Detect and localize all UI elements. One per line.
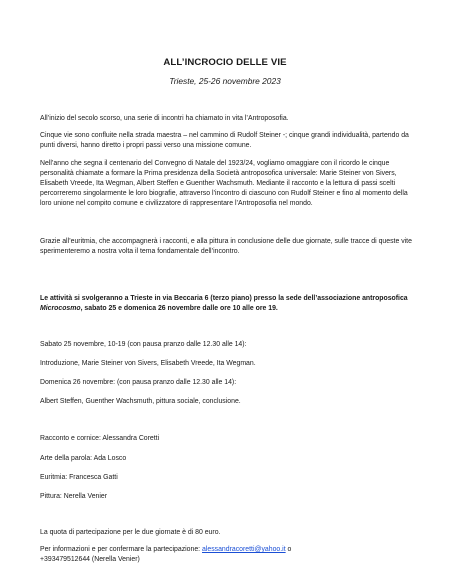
schedule-sunday-program: Albert Steffen, Guenther Wachsmuth, pittura sociale, conclusione. (40, 398, 241, 405)
venue-text-after: , sabato 25 e domenica 26 novembre dalle ore 10 alle ore 19. (80, 305, 278, 312)
contact-email-link[interactable]: alessandracoretti@yahoo.it (202, 546, 286, 553)
schedule-saturday: Sabato 25 novembre, 10-19 (con pausa pranzo dalle 12.30 alle 14): (40, 341, 247, 348)
contact-prefix: Per informazioni e per confermare la partecipazione: (40, 546, 203, 553)
venue-text-before: Le attività si svolgeranno a Trieste in via Beccaria 6 (terzo piano) presso la sede dell’associazione antroposofica (40, 295, 408, 302)
credit-racconto: Racconto e cornice: Alessandra Coretti (40, 435, 160, 442)
credit-pittura: Pittura: Nerella Venier (40, 493, 108, 500)
venue-paragraph (40, 294, 412, 314)
schedule-saturday-program: Introduzione, Marie Steiner von Sivers, Elisabeth Vreede, Ita Wegman. (40, 360, 256, 367)
contact-phone: +393479512644 (Nerella Venier) (40, 556, 140, 563)
participation-fee: La quota di partecipazione per le due giornate è di 80 euro. (40, 529, 221, 536)
venue-association-name: Microcosmo (40, 305, 81, 312)
schedule-sunday: Domenica 26 novembre: (con pausa pranzo dalle 12.30 alle 14): (40, 379, 237, 386)
event-date-subtitle: Trieste, 25-26 novembre 2023 (169, 76, 281, 86)
intro-paragraph-4: Grazie all’euritmia, che accompagnerà i racconti, e alla pittura in conclusione delle due giornate, sulle tracce di queste vite sperimenteremo a nostra volta il tema fondamentale dell’incontro. (40, 238, 412, 255)
credit-arte-della-parola: Arte della parola: Ada Losco (40, 455, 127, 462)
credit-euritmia: Euritmia: Francesca Gatti (40, 474, 118, 481)
contact-or: o (285, 546, 292, 553)
intro-paragraph-3: Nell’anno che segna il centenario del Convegno di Natale del 1923/24, vogliamo omaggiare con il ricordo le cinque personalità chiamate a formare la Prima presidenza della Società antroposofica universale: Marie Steiner von Sivers, Elisabeth Vreede, Ita Wegman, Albert Steffen e Guenther Wachsmuth. Mediante il racconto e la lettura di passi scelti percorreremo singolarmente le loro biografie, attraverso l’incontro di ciascuno con Rudolf Steiner e fino al momento della loro unione nel compito comune e civilizzatore di rappresentare l’Antroposofia nel mondo. (40, 160, 408, 207)
contact-info (40, 545, 412, 565)
intro-paragraph-1: All’inizio del secolo scorso, una serie di incontri ha chiamato in vita l’Antroposofia. (40, 115, 289, 122)
page-title: ALL’INCROCIO DELLE VIE (163, 57, 287, 68)
intro-paragraph-2: Cinque vie sono confluite nella strada maestra – nel cammino di Rudolf Steiner -; cinque grandi individualità, partendo da punti diversi, hanno diretto i propri passi verso una missione comune. (40, 132, 409, 149)
